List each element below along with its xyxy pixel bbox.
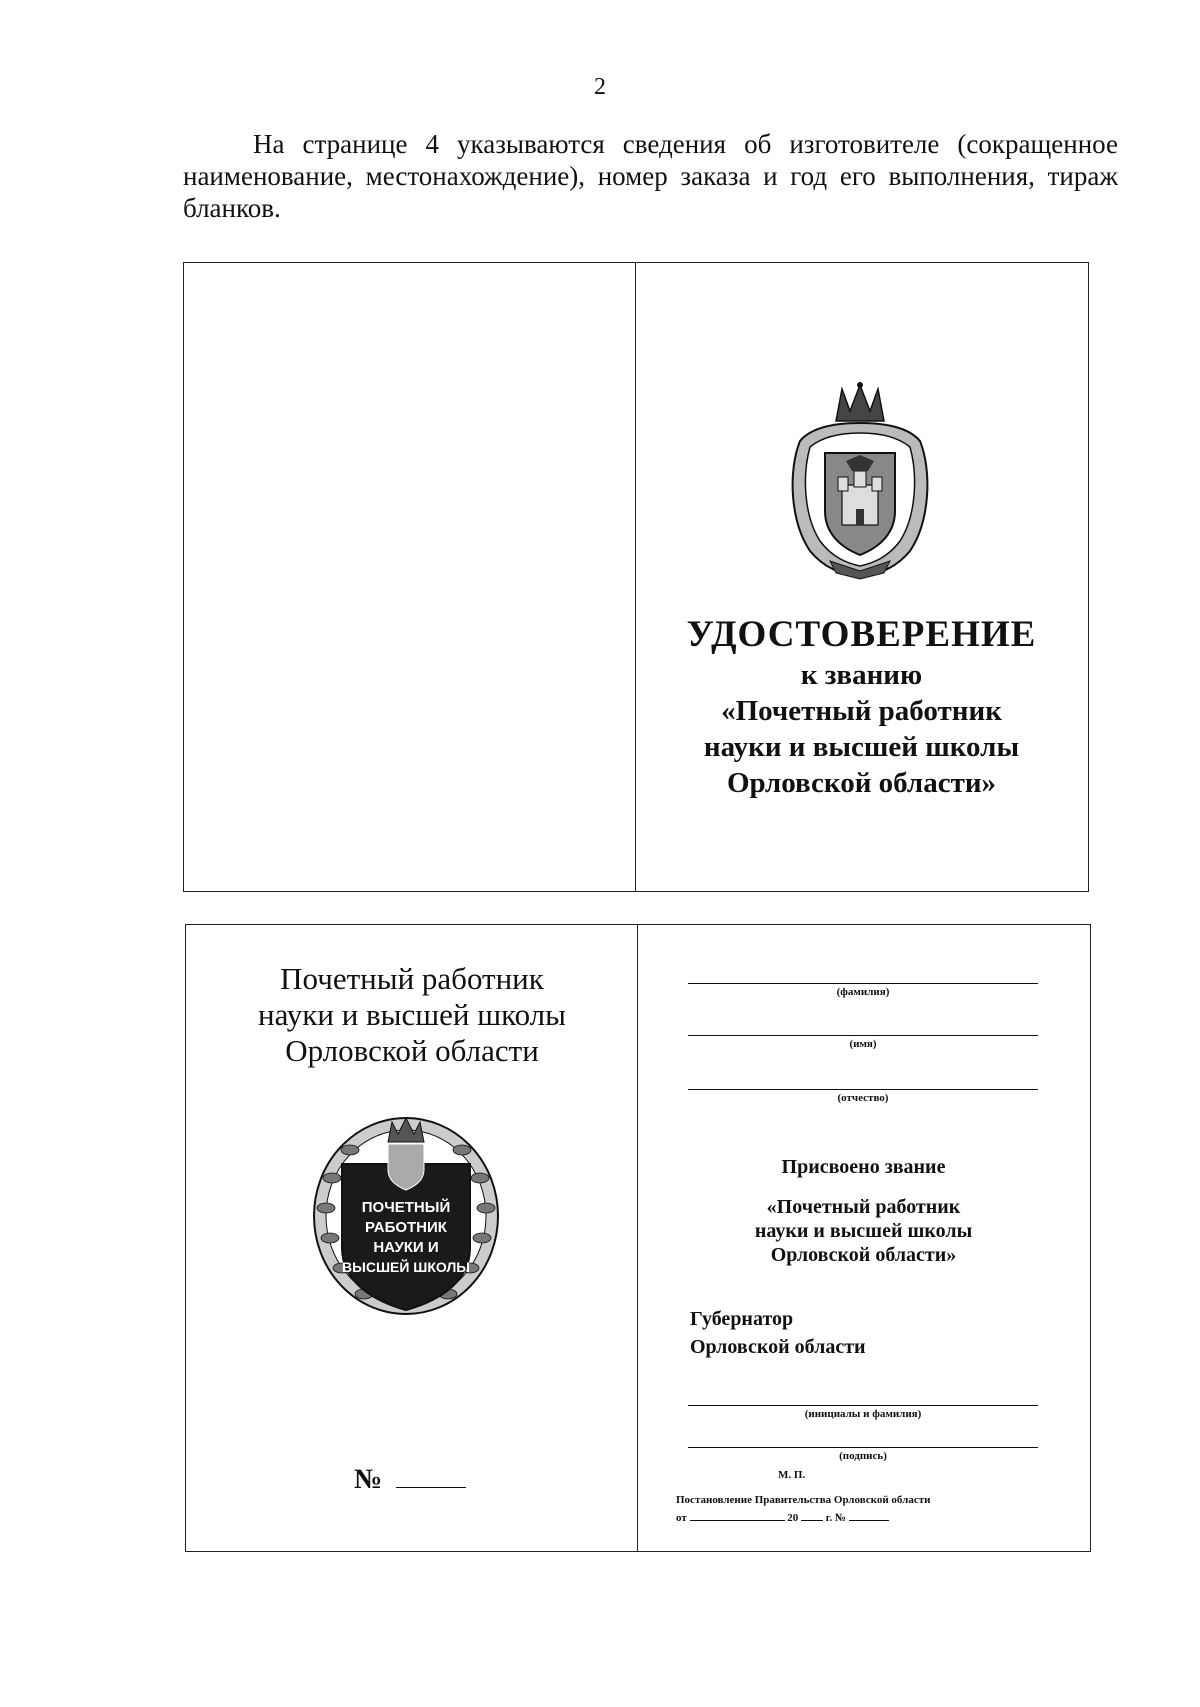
cover-line-1: к званию [800, 659, 923, 691]
coat-of-arms-icon [780, 381, 940, 581]
governor-block [690, 1305, 866, 1361]
decree-line-2 [676, 1509, 930, 1527]
intro-paragraph: На странице 4 указываются сведения об изготовителе (сокращенное наименование, местонахождение), номер заказа и год его выполнения, тираж бланков. [183, 129, 1118, 223]
inner-right-panel [638, 925, 1089, 1551]
cover-title-block [636, 613, 1087, 801]
number-label: № [354, 1464, 383, 1495]
patronymic-field: (отчество) [688, 1089, 1038, 1104]
governor-line-2: Орловской области [690, 1336, 866, 1358]
decree-no-blank [849, 1510, 889, 1521]
cover-back-panel [184, 263, 636, 891]
decree-year-blank [801, 1510, 823, 1521]
badge-text-1: ПОЧЕТНЫЙ [361, 1199, 451, 1216]
badge-text-3: НАУКИ И [373, 1239, 439, 1256]
honor-title-line-2: науки и высшей школы [258, 997, 566, 1032]
honor-title-line-3: Орловской области [285, 1033, 539, 1068]
title-line-1: «Почетный работник [766, 1196, 961, 1218]
cover-line-4: Орловской области» [726, 767, 997, 799]
decree-no: г. № [825, 1512, 847, 1524]
stamp-place: М. П. [778, 1469, 806, 1481]
cover-line-3: науки и высшей школы [703, 731, 1020, 763]
decree-line-1: Постановление Правительства Орловской области [676, 1494, 931, 1506]
initials-field: (инициалы и фамилия) [688, 1405, 1038, 1420]
honor-badge-icon [306, 1108, 506, 1318]
cover-title: УДОСТОВЕРЕНИЕ [686, 614, 1037, 655]
decree-reference [676, 1491, 930, 1527]
decree-from: от [676, 1512, 687, 1524]
cover-front-panel [636, 263, 1087, 891]
cover-spread [183, 262, 1089, 892]
decree-date-blank [690, 1510, 785, 1521]
certificate-number [354, 1463, 466, 1496]
badge-text-2: РАБОТНИК [365, 1219, 447, 1236]
surname-field: (фамилия) [688, 983, 1038, 998]
honor-title-line-1: Почетный работник [280, 961, 544, 996]
number-blank [396, 1463, 466, 1488]
name-field: (имя) [688, 1035, 1038, 1050]
governor-line-1: Губернатор [690, 1308, 794, 1330]
assigned-title: Присвоено звание [781, 1156, 946, 1178]
signature-field: (подпись) [688, 1447, 1038, 1462]
decree-year: 20 [787, 1512, 799, 1524]
inner-left-panel [186, 925, 638, 1551]
title-line-2: науки и высшей школы [754, 1220, 973, 1242]
inner-spread [185, 924, 1091, 1552]
badge-text-4: ВЫСШЕЙ ШКОЛЫ [342, 1259, 470, 1275]
title-line-3: Орловской области» [770, 1244, 957, 1266]
honor-title [186, 961, 638, 1069]
cover-line-2: «Почетный работник [721, 695, 1002, 727]
page-number: 2 [594, 74, 606, 100]
